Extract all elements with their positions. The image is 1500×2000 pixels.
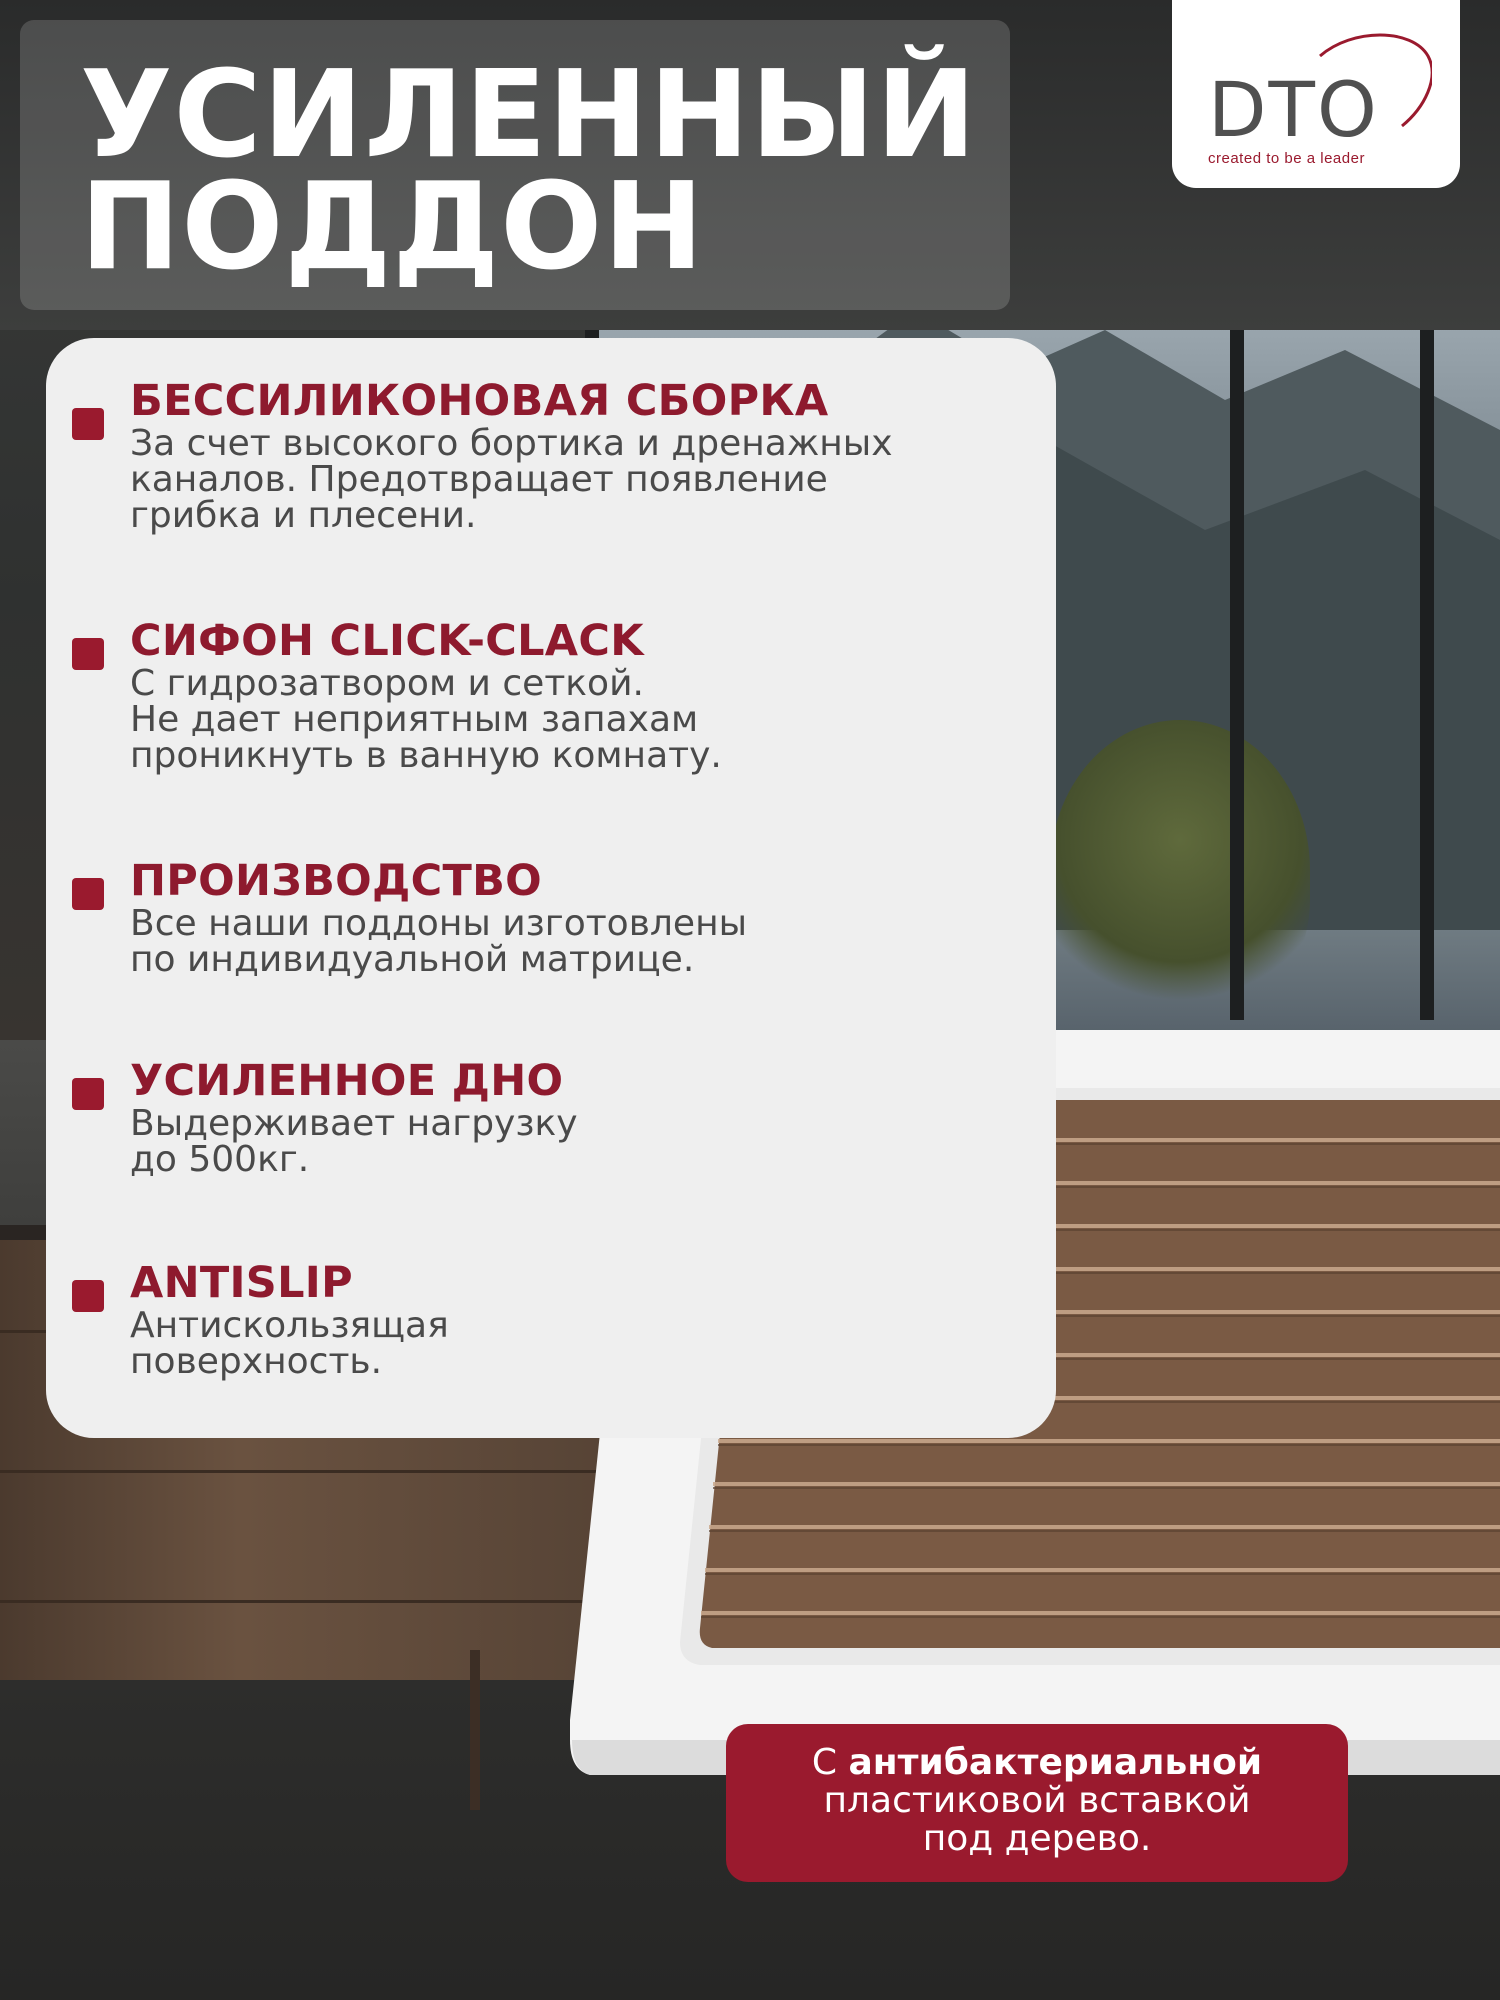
antibacterial-badge [726, 1724, 1348, 1882]
feature-line: Выдерживает нагрузку [130, 1103, 578, 1144]
badge-line-3: под дерево. [922, 1818, 1152, 1859]
feature-item [130, 1056, 1090, 1178]
logo-brand-name: DTO [1208, 65, 1379, 154]
bullet-square-icon [72, 1280, 104, 1312]
badge-bold-word: антибактериальной [848, 1742, 1263, 1783]
feature-description [130, 423, 1090, 536]
feature-title: БЕССИЛИКОНОВАЯ СБОРКА [130, 376, 829, 426]
feature-line: Все наши поддоны изготовлены [130, 903, 748, 944]
title-line-2: ПОДДОН [80, 158, 705, 297]
feature-item [130, 856, 1090, 978]
feature-description [130, 663, 1090, 776]
title-line-1: УСИЛЕННЫЙ [80, 46, 978, 185]
badge-line-2: пластиковой вставкой [823, 1780, 1251, 1821]
feature-line: каналов. Предотвращает появление [130, 459, 828, 500]
logo-tagline: created to be a leader [1208, 150, 1365, 167]
feature-description [130, 1305, 1090, 1382]
feature-item [130, 376, 1090, 534]
feature-item [130, 616, 1090, 774]
feature-line: грибка и плесени. [130, 495, 477, 536]
feature-line: С гидрозатвором и сеткой. [130, 663, 644, 704]
badge-prefix: С [811, 1742, 849, 1783]
feature-line: проникнуть в ванную комнату. [130, 735, 722, 776]
feature-title: ANTISLIP [130, 1258, 353, 1308]
feature-description [130, 1103, 1090, 1180]
bullet-square-icon [72, 638, 104, 670]
feature-description [130, 903, 1090, 980]
features-card [46, 338, 1056, 1438]
feature-title: ПРОИЗВОДСТВО [130, 856, 543, 906]
badge-line-1 [726, 1744, 1348, 1782]
feature-title: СИФОН CLICK-CLACK [130, 616, 644, 666]
bullet-square-icon [72, 408, 104, 440]
feature-line: до 500кг. [130, 1139, 310, 1180]
feature-item [130, 1258, 1090, 1380]
feature-title: УСИЛЕННОЕ ДНО [130, 1056, 564, 1106]
bullet-square-icon [72, 1078, 104, 1110]
feature-line: по индивидуальной матрице. [130, 939, 695, 980]
feature-line: поверхность. [130, 1341, 383, 1382]
bullet-square-icon [72, 878, 104, 910]
feature-line: Не дает неприятным запахам [130, 699, 699, 740]
feature-line: Антискользящая [130, 1305, 449, 1346]
feature-line: За счет высокого бортика и дренажных [130, 423, 893, 464]
